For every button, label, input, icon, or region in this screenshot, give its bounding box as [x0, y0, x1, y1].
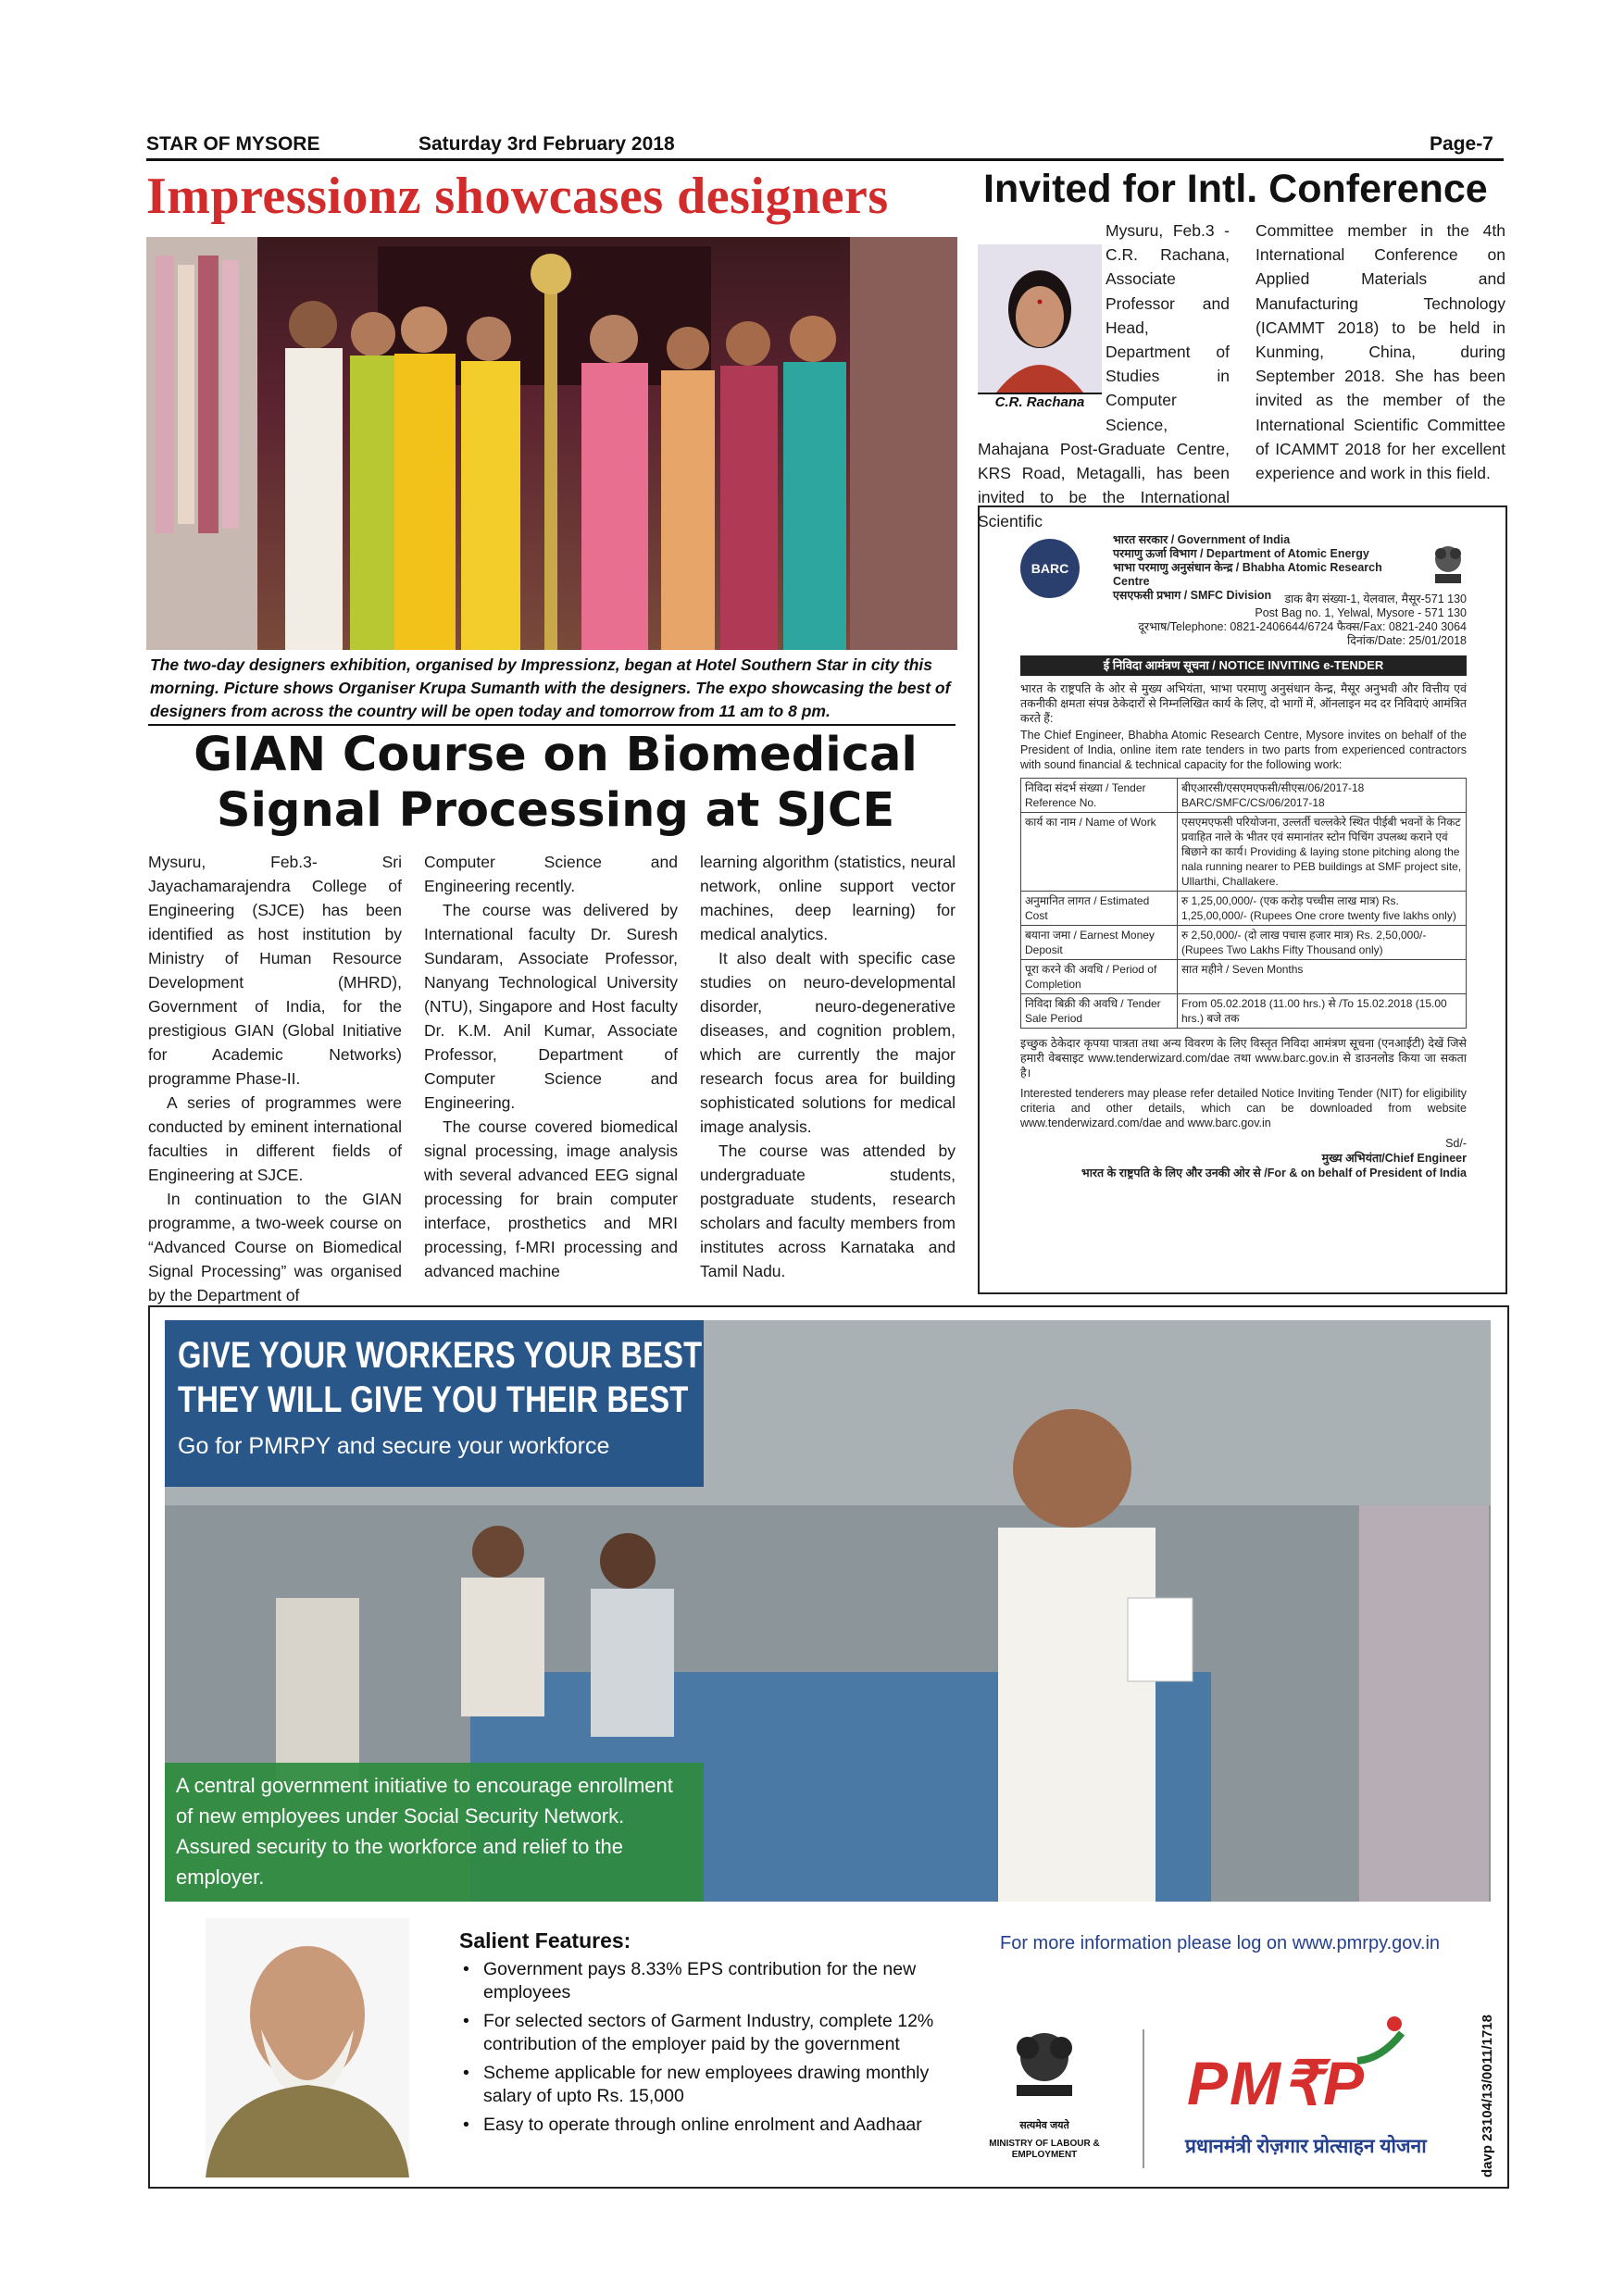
invited-body-left: Mysuru, Feb.3 - C.R. Rachana, Associate Professor and Head, Department of Studies in Computer Science, Mahajana Post-Graduate Centre, KRS Road, Metagalli, has been invited to be the International Scientific: [978, 221, 1230, 531]
barc-logo: BARC: [1020, 539, 1080, 598]
tender-row-value: बीएआरसी/एसएमएफसी/सीएस/06/2017-18 BARC/SMFC/CS/06/2017-18: [1178, 779, 1467, 813]
gian-paragraph: In continuation to the GIAN programme, a two-week course on “Advanced Course on Biomedical Signal Processing” was organised by the Department of: [148, 1190, 402, 1304]
tender-details-table: [1020, 778, 1467, 1029]
tender-row-label: कार्य का नाम / Name of Work: [1021, 813, 1178, 892]
tender-address-line: डाक बैग संख्या-1, येलवाल, मैसूर-571 130: [1284, 593, 1467, 605]
ad-photo: [165, 1320, 1491, 1902]
caption-rule: [148, 724, 956, 726]
invited-text-right: Committee member in the 4th International Conference on Applied Materials and Manufacturing Technology (ICAMMT 2018) to be held in Kunming, China, during September 2018. She has been invited as the member of the International Scientific Committee of ICAMMT 2018 for her excellent experience and work in this field.: [1255, 221, 1505, 483]
pmrp-figure-icon: [1354, 2015, 1409, 2070]
tender-row-value: रु 2,50,000/- (दो लाख पचास हजार मात्र) Rs. 2,50,000/- (Rupees Two Lakhs Fifty Thousand only): [1178, 926, 1467, 960]
national-emblem-icon: [998, 2020, 1091, 2122]
tender-sign: Sd/-: [1445, 1137, 1467, 1150]
tender-date: दिनांक/Date: 25/01/2018: [1346, 634, 1467, 647]
tender-row-value: सात महीने / Seven Months: [1178, 960, 1467, 994]
invited-text-left: [978, 218, 1230, 534]
tender-behalf: भारत के राष्ट्रपति के लिए और उनकी ओर से /For & on behalf of President of India: [1081, 1167, 1467, 1179]
impressionz-headline: Impressionz showcases designers: [146, 168, 889, 225]
issue-date: Saturday 3rd February 2018: [418, 133, 675, 155]
pmrp-tagline: प्रधानमंत्री रोज़गार प्रोत्साहन योजना: [1185, 2136, 1427, 2157]
paper-name: STAR OF MYSORE: [146, 133, 320, 155]
features-title: Salient Features:: [459, 1928, 631, 1953]
gian-paragraph: Mysuru, Feb.3- Sri Jayachamarajendra College of Engineering (SJCE) has been identified as host institution by Ministry of Human Resource Development (MHRD), Government of India, for the prestigious GIAN (Global Initiative for Academic Networks) programme Phase-II.: [148, 853, 402, 1088]
gian-paragraph: Computer Science and Engineering recently.: [424, 853, 678, 895]
tender-letterhead: [1020, 533, 1467, 647]
feature-item: • Scheme applicable for new employees drawing monthly salary of upto Rs. 15,000: [459, 2062, 978, 2108]
tender-row-label: पूरा करने की अवधि / Period of Completion: [1021, 960, 1178, 994]
gian-paragraph: The course was attended by undergraduate students, postgraduate students, research scholars and faculty members from institutes across Karnataka and Tamil Nadu.: [700, 1142, 956, 1280]
tender-row-label: बयाना जमा / Earnest Money Deposit: [1021, 926, 1178, 960]
tender-org-line: भाभा परमाणु अनुसंधान केन्द्र / Bhabha Atomic Research Centre: [1113, 561, 1382, 588]
pm-portrait-art: [206, 1918, 409, 2177]
feature-item: • For selected sectors of Garment Industry, complete 12% contribution of the employer paid by the government: [459, 2010, 978, 2056]
gian-headline: GIAN Course on Biomedical Signal Processing at SJCE: [194, 728, 918, 838]
tender-address-block: [1078, 593, 1467, 648]
tender-table-row: [1021, 926, 1467, 960]
tender-footer-hindi: इच्छुक ठेकेदार कृपया पात्रता तथा अन्य विवरण के लिए विस्तृत निविदा आमंत्रण सूचना (एनआईटी) देखें जिसे हमारी वेबसाइट www.tenderwizard.com/dae तथा www.barc.gov.in से डाउनलोड किया जा सकता है।: [1020, 1037, 1467, 1079]
designers-photo: [146, 237, 957, 650]
tender-row-value: From 05.02.2018 (11.00 hrs.) से /To 15.02.2018 (15.00 hrs.) बजे तक: [1178, 994, 1467, 1029]
header-rule: [146, 158, 1504, 161]
tender-address-line: Post Bag no. 1, Yelwal, Mysore - 571 130: [1255, 606, 1467, 619]
tender-org-line: एसएफसी प्रभाग / SMFC Division: [1113, 589, 1272, 602]
pmrp-logo: PM₹P: [1187, 2049, 1367, 2117]
pmrpy-advertisement: [148, 1305, 1509, 2189]
page-number: Page-7: [1430, 133, 1493, 155]
tender-row-label: अनुमानित लागत / Estimated Cost: [1021, 892, 1178, 926]
ad-headline: [178, 1333, 702, 1422]
tender-intro-hindi: भारत के राष्ट्रपति के ओर से मुख्य अभियंता, भाभा परमाणु अनुसंधान केन्द्र, मैसूर अनुभवी और वित्तीय एवं तकनीकी क्षमता संपन्न ठेकेदारों से निम्नलिखित कार्य के लिए, दो भागों में, ऑनलाइन मद दर निविदाएं आमंत्रित करते हैं:: [1020, 682, 1467, 725]
tender-content: [1020, 533, 1467, 1180]
rachana-photo-caption: C.R. Rachana: [978, 393, 1102, 410]
tender-row-label: निविदा बिक्री की अवधि / Tender Sale Period: [1021, 994, 1178, 1029]
features-list: [459, 1958, 978, 2137]
feature-item: • Government pays 8.33% EPS contribution for the new employees: [459, 1958, 978, 2004]
tender-signatory: मुख्य अभियंता/Chief Engineer: [1321, 1152, 1467, 1165]
ad-green-text: A central government initiative to encourage enrollment of new employees under Social Security Network. Assured security to the workforce and relief to the employer.: [176, 1774, 673, 1889]
ad-headline-line-1: GIVE YOUR WORKERS YOUR BEST: [178, 1335, 703, 1376]
ad-features: [459, 1929, 978, 2142]
ministry-name: MINISTRY OF LABOUR & EMPLOYMENT: [989, 2139, 1100, 2160]
emblem-motto: सत्यमेव जयते: [1019, 2120, 1069, 2131]
ad-divider: [1143, 2029, 1144, 2168]
gian-col-3: [700, 850, 956, 1283]
tender-intro: The Chief Engineer, Bhabha Atomic Research Centre, Mysore invites on behalf of the President of India, online item rate tenders in two parts from experienced contractors with sound financial & technical capacity for the following work:: [1020, 729, 1467, 771]
tender-table-row: [1021, 892, 1467, 926]
gian-paragraph: The course was delivered by International faculty Dr. Suresh Sundaram, Associate Professor, Nanyang Technological University (NTU), Singapore and Host faculty Dr. K.M. Anil Kumar, Associate Professor, Department of Computer Science and Engineering.: [424, 901, 678, 1112]
gian-paragraph: A series of programmes were conducted by eminent international faculties in different fields of Engineering at SJCE.: [148, 1093, 402, 1184]
ad-subhead: Go for PMRPY and secure your workforce: [178, 1433, 610, 1459]
tender-org-line: भारत सरकार / Government of India: [1113, 533, 1291, 546]
ashoka-emblem-icon: [1430, 537, 1467, 589]
ad-headline-line-2: THEY WILL GIVE YOU THEIR BEST: [178, 1379, 689, 1420]
gian-paragraph: learning algorithm (statistics, neural network, online support vector machines, deep learning) for medical analytics.: [700, 853, 956, 943]
tender-phone: दूरभाष/Telephone: 0821-2406644/6724 फैक्स/Fax: 0821-240 3064: [1138, 620, 1467, 633]
tender-table-row: [1021, 813, 1467, 892]
invited-headline: Invited for Intl. Conference: [983, 167, 1488, 211]
tender-row-value: एसएमएफसी परियोजना, उल्लर्ती चल्लकेरे स्थित पीईबी भवनों के निकट प्रवाहित नाले के भीतर एवं समानांतर स्टोन पिचिंग उपलब्ध कराने एवं बिछाने का कार्य। Providing & laying stone pitching along the nala running nearer to PEB buildings at SMF project site, Ullarthi, Challakere.: [1178, 813, 1467, 892]
tender-row-label: निविदा संदर्भ संख्या / Tender Reference No.: [1021, 779, 1178, 813]
feature-item: • Easy to operate through online enrolment and Aadhaar: [459, 2114, 978, 2137]
tender-footer: Interested tenderers may please refer detailed Notice Inviting Tender (NIT) for eligibility criteria and other details, which can be downloaded from website www.tenderwizard.com/dae and www.barc.gov.in: [1020, 1087, 1467, 1129]
davp-code: davp 23104/13/0011/1718: [1480, 2015, 1495, 2177]
gian-paragraph: The course covered biomedical signal processing, image analysis with several advanced EEG signal processing for brain computer interface, prosthetics and MRI processing, f-MRI processing and advanced machine: [424, 1117, 678, 1280]
barc-tender-notice: [978, 505, 1507, 1294]
designers-photo-art: [146, 237, 957, 650]
tender-banner: ई निविदा आमंत्रण सूचना / NOTICE INVITING e-TENDER: [1020, 655, 1467, 676]
designers-photo-caption: The two-day designers exhibition, organised by Impressionz, began at Hotel Southern Star in city this morning. Picture shows Organiser Krupa Sumanth with the designers. The expo showcasing the best of designers from across the country will be open today and tomorrow from 11 am to 8 pm.: [150, 655, 951, 720]
tender-org-line: परमाणु ऊर्जा विभाग / Department of Atomic Energy: [1113, 547, 1369, 560]
tender-table-row: [1021, 779, 1467, 813]
gian-col-1: [148, 850, 402, 1307]
pm-portrait: [206, 1918, 409, 2177]
tender-table-row: [1021, 994, 1467, 1029]
gian-col-2: [424, 850, 678, 1283]
tender-table-row: [1021, 960, 1467, 994]
gian-paragraph: It also dealt with specific case studies on neuro-developmental disorder, neuro-degenerative diseases, and cognition problem, which are currently the major research focus area for building sophisticated solutions for medical image analysis.: [700, 949, 956, 1136]
ad-more-info: For more information please log on www.pmrpy.gov.in: [1000, 1933, 1441, 1953]
photo-spacer: [978, 218, 1106, 415]
tender-row-value: रु 1,25,00,000/- (एक करोड़ पच्चीस लाख मात्र) Rs. 1,25,00,000/- (Rupees One crore twenty five lakhs only): [1178, 892, 1467, 926]
